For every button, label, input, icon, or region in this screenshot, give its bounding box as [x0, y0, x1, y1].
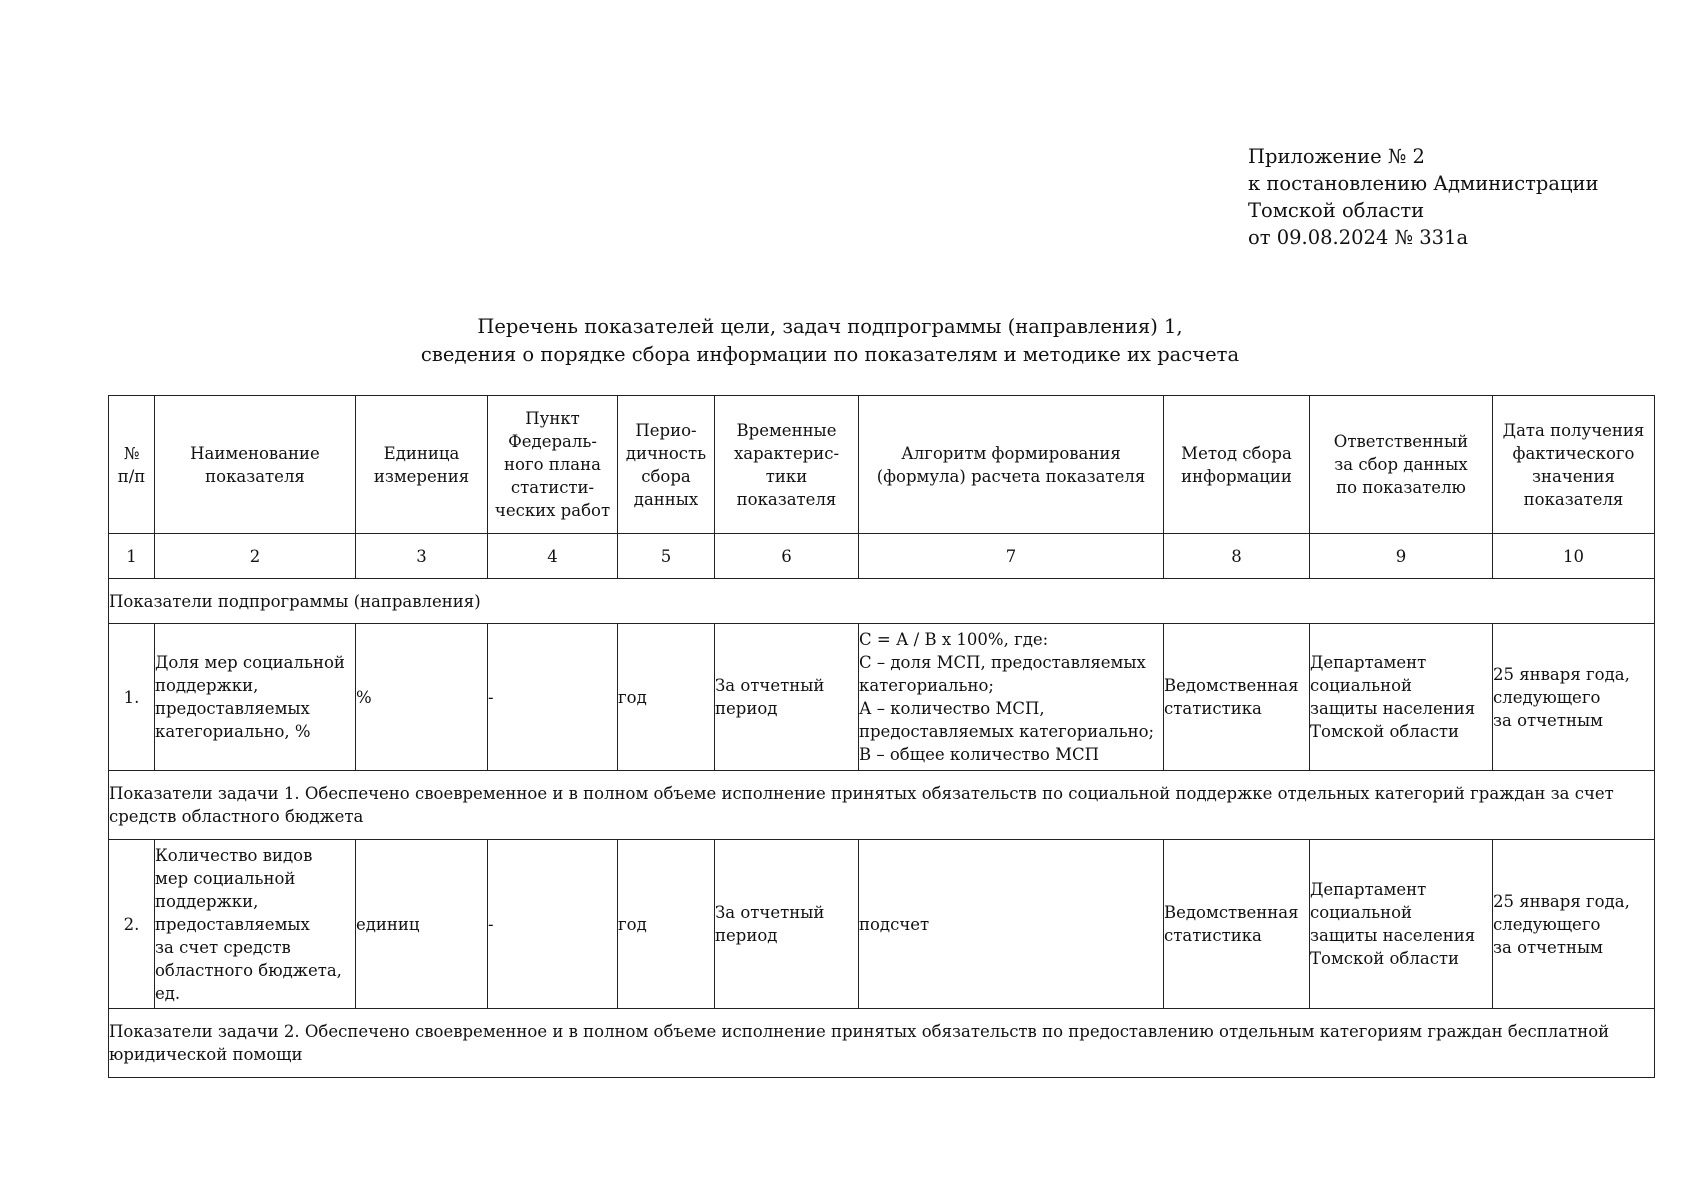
header-cell-num	[109, 396, 155, 534]
section-row	[109, 1009, 1655, 1078]
cell-text: Департамент	[1310, 653, 1427, 672]
cell-text: С – доля МСП, предоставляемых	[859, 653, 1146, 672]
header-cell-time-characteristics	[715, 396, 859, 534]
section-heading: Показатели задачи 2. Обеспечено своевременное и в полном объеме исполнение принятых обязательств по предоставлению отдельным категориям граждан бесплатной юридической помощи	[109, 1009, 1655, 1078]
time-characteristics	[715, 624, 859, 771]
cell-text: социальной	[1310, 676, 1413, 695]
header-text: показателя	[736, 489, 837, 509]
column-number: 7	[859, 534, 1164, 579]
header-text: показателя	[205, 466, 305, 486]
cell-text: Ведомственная	[1164, 903, 1299, 922]
column-number: 3	[356, 534, 488, 579]
column-number: 9	[1310, 534, 1493, 579]
collection-method	[1164, 624, 1310, 771]
header-cell-plan-item	[488, 396, 618, 534]
cell-text: за отчетным	[1493, 710, 1603, 730]
cell-text: предоставляемых	[155, 914, 310, 934]
header-text: №	[123, 443, 140, 463]
header-text: Единица	[383, 443, 460, 463]
header-text: тики	[765, 466, 808, 486]
row-number: 1.	[109, 624, 155, 771]
cell-text: За отчетный	[715, 903, 825, 922]
column-number: 5	[618, 534, 715, 579]
section-row	[109, 771, 1655, 840]
plan-item: -	[488, 624, 618, 771]
appendix-line: от 09.08.2024 № 331а	[1248, 226, 1469, 249]
header-text: Алгоритм формирования	[901, 443, 1121, 463]
periodicity: год	[618, 624, 715, 771]
header-text: Дата получения	[1502, 420, 1645, 440]
responsible	[1310, 624, 1493, 771]
cell-text: следующего	[1493, 687, 1601, 707]
responsible	[1310, 840, 1493, 1009]
row-number: 2.	[109, 840, 155, 1009]
cell-text: категориально, %	[155, 722, 311, 741]
header-text: показателя	[1523, 489, 1624, 509]
section-row	[109, 579, 1655, 624]
header-cell-responsible	[1310, 396, 1493, 534]
header-text: ческих работ	[494, 501, 611, 520]
header-text: значения	[1532, 466, 1615, 486]
appendix-line: к постановлению Администрации	[1248, 172, 1599, 195]
periodicity: год	[618, 840, 715, 1009]
header-text: измерения	[373, 466, 470, 486]
cell-text: социальной	[1310, 903, 1413, 922]
column-number: 8	[1164, 534, 1310, 579]
header-text: Ответственный	[1333, 432, 1469, 451]
algorithm	[859, 840, 1164, 1009]
header-cell-algorithm	[859, 396, 1164, 534]
receipt-date	[1493, 840, 1655, 1009]
cell-text: период	[715, 699, 778, 718]
header-text: Метод сбора	[1181, 443, 1292, 463]
unit: %	[356, 624, 488, 771]
title-line: Перечень показателей цели, задач подпрограммы (направления) 1,	[477, 315, 1183, 338]
column-number: 10	[1493, 534, 1655, 579]
document-title	[100, 313, 1560, 369]
title-line: сведения о порядке сбора информации по показателям и методике их расчета	[420, 343, 1240, 366]
cell-text: защиты населения	[1310, 699, 1476, 718]
header-text: Временные	[736, 420, 837, 440]
cell-text: Доля мер социальной	[155, 653, 345, 672]
cell-text: В – общее количество МСП	[859, 745, 1099, 764]
algorithm	[859, 624, 1164, 771]
table-row	[109, 840, 1655, 1009]
cell-text: А – количество МСП,	[859, 699, 1045, 718]
header-text: фактического	[1512, 443, 1635, 463]
header-text: ного плана	[504, 455, 601, 474]
column-number: 1	[109, 534, 155, 579]
header-text: Федераль-	[508, 432, 597, 451]
cell-text: статистика	[1164, 926, 1262, 945]
cell-text: статистика	[1164, 699, 1262, 718]
cell-text: мер социальной	[155, 868, 296, 888]
cell-text: С = А / В х 100%, где:	[859, 630, 1049, 649]
table-row	[109, 624, 1655, 771]
receipt-date	[1493, 624, 1655, 771]
column-number: 6	[715, 534, 859, 579]
cell-text: 25 января года,	[1493, 891, 1630, 911]
cell-text: Ведомственная	[1164, 676, 1299, 695]
cell-text: 25 января года,	[1493, 664, 1630, 684]
header-text: Пункт	[525, 409, 580, 428]
header-cell-periodicity	[618, 396, 715, 534]
time-characteristics	[715, 840, 859, 1009]
plan-item: -	[488, 840, 618, 1009]
header-text: дичность	[625, 443, 707, 463]
table-header-row	[109, 396, 1655, 534]
cell-text: подсчет	[859, 914, 930, 934]
cell-text: ед.	[155, 983, 181, 1003]
indicator-name	[155, 624, 356, 771]
indicator-name	[155, 840, 356, 1009]
cell-text: Количество видов	[155, 845, 313, 865]
header-text: Перио-	[635, 420, 697, 440]
header-text: данных	[633, 489, 699, 509]
cell-text: Томской области	[1310, 949, 1460, 968]
cell-text: Томской области	[1310, 722, 1460, 741]
header-text: п/п	[117, 466, 146, 486]
cell-text: период	[715, 926, 778, 945]
section-heading: Показатели подпрограммы (направления)	[109, 579, 1655, 624]
cell-text: предоставляемых категориально;	[859, 722, 1155, 741]
header-cell-name	[155, 396, 356, 534]
header-text: за сбор данных	[1334, 455, 1468, 474]
header-text: Наименование	[190, 443, 320, 463]
column-number: 4	[488, 534, 618, 579]
column-number-row	[109, 534, 1655, 579]
cell-text: следующего	[1493, 914, 1601, 934]
appendix-block	[1248, 143, 1599, 251]
header-cell-unit	[356, 396, 488, 534]
cell-text: Департамент	[1310, 880, 1427, 899]
cell-text: защиты населения	[1310, 926, 1476, 945]
indicators-table	[108, 395, 1655, 1078]
section-heading: Показатели задачи 1. Обеспечено своевременное и в полном объеме исполнение принятых обязательств по социальной поддержке отдельных категорий граждан за счет средств областного бюджета	[109, 771, 1655, 840]
header-text: по показателю	[1336, 478, 1466, 497]
cell-text: категориально;	[859, 676, 994, 695]
header-text: (формула) расчета показателя	[876, 466, 1146, 486]
cell-text: областного бюджета,	[155, 960, 342, 980]
header-text: характерис-	[733, 443, 840, 463]
unit: единиц	[356, 840, 488, 1009]
appendix-line: Томской области	[1248, 199, 1425, 222]
cell-text: поддержки,	[155, 676, 259, 695]
header-cell-date	[1493, 396, 1655, 534]
column-number: 2	[155, 534, 356, 579]
header-text: информации	[1181, 466, 1292, 486]
header-cell-method	[1164, 396, 1310, 534]
appendix-line: Приложение № 2	[1248, 145, 1425, 168]
header-text: статисти-	[510, 478, 595, 497]
cell-text: поддержки,	[155, 891, 259, 911]
cell-text: За отчетный	[715, 676, 825, 695]
cell-text: предоставляемых	[155, 699, 310, 718]
cell-text: за счет средств	[155, 937, 291, 957]
cell-text: за отчетным	[1493, 937, 1603, 957]
header-text: сбора	[641, 466, 691, 486]
collection-method	[1164, 840, 1310, 1009]
